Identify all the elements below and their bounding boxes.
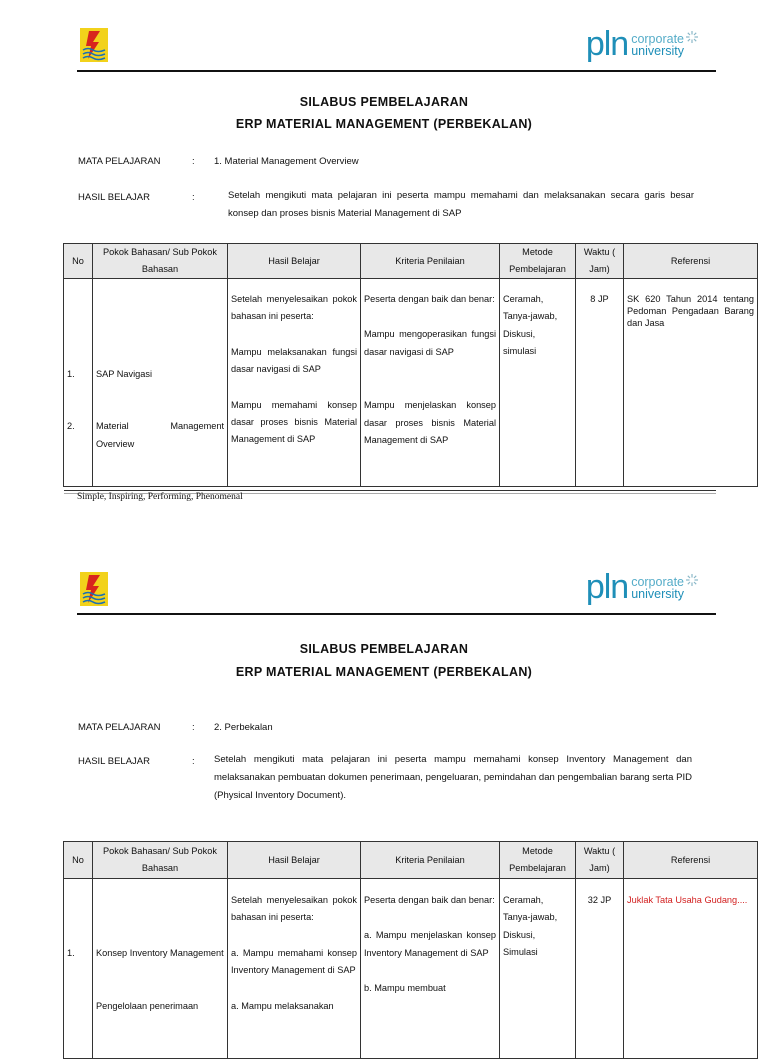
header-referensi: Referensi — [624, 244, 758, 279]
mata-pelajaran-label: MATA PELAJARAN — [78, 156, 161, 167]
waktu-value: 8 JP — [590, 294, 609, 304]
page-title: SILABUS PEMBELAJARAN — [299, 642, 469, 656]
hasil-belajar-colon: : — [192, 192, 195, 203]
header-pokok-bahasan: Pokok Bahasan/ Sub Pokok Bahasan — [93, 244, 228, 279]
header-kriteria-penilaian: Kriteria Penilaian — [361, 244, 500, 279]
cell-no — [64, 879, 93, 1059]
metode-3: Diskusi, — [503, 328, 536, 339]
kriteria-intro: Peserta dengan baik dan benar: — [364, 895, 495, 905]
mata-pelajaran-value: 2. Perbekalan — [214, 722, 273, 733]
header-metode: Metode Pembelajaran — [500, 842, 576, 879]
hasil-intro: Setelah menyelesaikan pokok bahasan ini peserta: — [231, 294, 357, 322]
kriteria-item-2: b. Mampu membuat — [364, 983, 446, 994]
hasil-belajar-colon: : — [192, 756, 195, 767]
footer-tagline: Simple, Inspiring, Performing, Phenomenal — [77, 492, 243, 502]
hasil-item-1: Mampu melaksanakan fungsi dasar navigasi di SAP — [231, 346, 357, 375]
row-number-1: 1. — [67, 369, 75, 379]
header-hasil-belajar: Hasil Belajar — [228, 244, 361, 279]
sun-icon — [686, 574, 698, 586]
cell-metode — [500, 879, 576, 1059]
kriteria-item-1: Mampu mengoperasikan fungsi dasar navigasi di SAP — [364, 329, 496, 357]
mata-pelajaran-colon: : — [192, 722, 195, 733]
pln-lightning-logo — [80, 572, 108, 606]
brand-line2: university — [631, 44, 684, 58]
metode-2: Tanya-jawab, — [503, 311, 558, 322]
header-referensi: Referensi — [624, 842, 758, 879]
hasil-intro: Setelah menyelesaikan pokok bahasan ini peserta: — [231, 895, 357, 923]
cell-hasil-belajar — [228, 879, 361, 1059]
mata-pelajaran-label: MATA PELAJARAN — [78, 722, 161, 733]
page-subtitle: ERP MATERIAL MANAGEMENT (PERBEKALAN) — [235, 117, 533, 131]
pln-corporate-university-logo — [586, 570, 698, 604]
metode-4: simulasi — [503, 346, 537, 357]
brand-line1: corporate — [631, 31, 684, 46]
table-header-row — [64, 842, 758, 879]
hasil-belajar-label: HASIL BELAJAR — [78, 192, 150, 203]
metode-2: Tanya-jawab, — [503, 912, 558, 923]
metode-1: Ceramah, — [503, 895, 544, 905]
header-waktu: Waktu ( Jam) — [576, 244, 624, 279]
hasil-belajar-value: Setelah mengikuti mata pelajaran ini peserta mampu memahami konsep Inventory Management dan melaksanakan pembuatan dokumen penerimaan, pengeluaran, pemindahan dan pengembalian barang serta PID (Physical Inventory Document). — [214, 754, 692, 801]
referensi-value: Juklak Tata Usaha Gudang.... — [627, 895, 748, 905]
header-pokok-bahasan: Pokok Bahasan/ Sub Pokok Bahasan — [93, 842, 228, 879]
header-hasil-belajar: Hasil Belajar — [228, 842, 361, 879]
table-row — [64, 879, 758, 1059]
metode-4: Simulasi — [503, 947, 538, 958]
header-no: No — [64, 842, 93, 879]
waktu-value: 32 JP — [587, 895, 612, 905]
topic-mm-overview: Material Management Overview — [96, 421, 224, 449]
topic-sap-navigasi: SAP Navigasi — [96, 369, 153, 379]
brand-line2: university — [631, 587, 684, 601]
referensi-value: SK 620 Tahun 2014 tentang Pedoman Pengadaan Barang dan Jasa — [627, 294, 754, 328]
page-subtitle: ERP MATERIAL MANAGEMENT (PERBEKALAN) — [235, 665, 533, 679]
header-kriteria-penilaian: Kriteria Penilaian — [361, 842, 500, 879]
brand-line1: corporate — [631, 574, 684, 589]
header-metode: Metode Pembelajaran — [500, 244, 576, 279]
brand-pln-text: pln — [585, 25, 629, 63]
kriteria-intro: Peserta dengan baik dan benar: — [364, 294, 495, 304]
row-number-2: 2. — [67, 421, 75, 432]
cell-waktu — [576, 879, 624, 1059]
hasil-item-2: Mampu memahami konsep dasar proses bisnis Material Management di SAP — [231, 399, 357, 445]
topic-konsep-inventory: Konsep Inventory Management — [96, 948, 224, 958]
syllabus-table — [63, 841, 758, 1059]
kriteria-item-2: Mampu menjelaskan konsep dasar proses bisnis Material Management di SAP — [364, 400, 496, 446]
mata-pelajaran-colon: : — [192, 156, 195, 167]
header-no: No — [64, 244, 93, 279]
hasil-item-1: a. Mampu memahami konsep Inventory Management di SAP — [231, 947, 357, 976]
metode-3: Diskusi, — [503, 929, 536, 940]
row-number-1: 1. — [67, 948, 75, 958]
cell-pokok-bahasan — [93, 879, 228, 1059]
mata-pelajaran-value: 1. Material Management Overview — [214, 156, 359, 167]
hasil-belajar-value: Setelah mengikuti mata pelajaran ini peserta mampu memahami dan melaksanakan secara garis besar konsep dan proses bisnis Material Management di SAP — [228, 190, 694, 219]
brand-pln-text: pln — [585, 568, 629, 606]
hasil-item-2: a. Mampu melaksanakan — [231, 1000, 334, 1011]
page-title: SILABUS PEMBELAJARAN — [299, 95, 469, 109]
cell-referensi — [624, 879, 758, 1059]
cell-kriteria-penilaian — [361, 879, 500, 1059]
topic-pengelolaan-penerimaan: Pengelolaan penerimaan — [96, 1001, 199, 1012]
hasil-belajar-label: HASIL BELAJAR — [78, 756, 150, 767]
header-rule — [77, 613, 716, 615]
header-waktu: Waktu ( Jam) — [576, 842, 624, 879]
kriteria-item-1: a. Mampu menjelaskan konsep Inventory Management di SAP — [364, 930, 496, 958]
metode-1: Ceramah, — [503, 294, 544, 304]
